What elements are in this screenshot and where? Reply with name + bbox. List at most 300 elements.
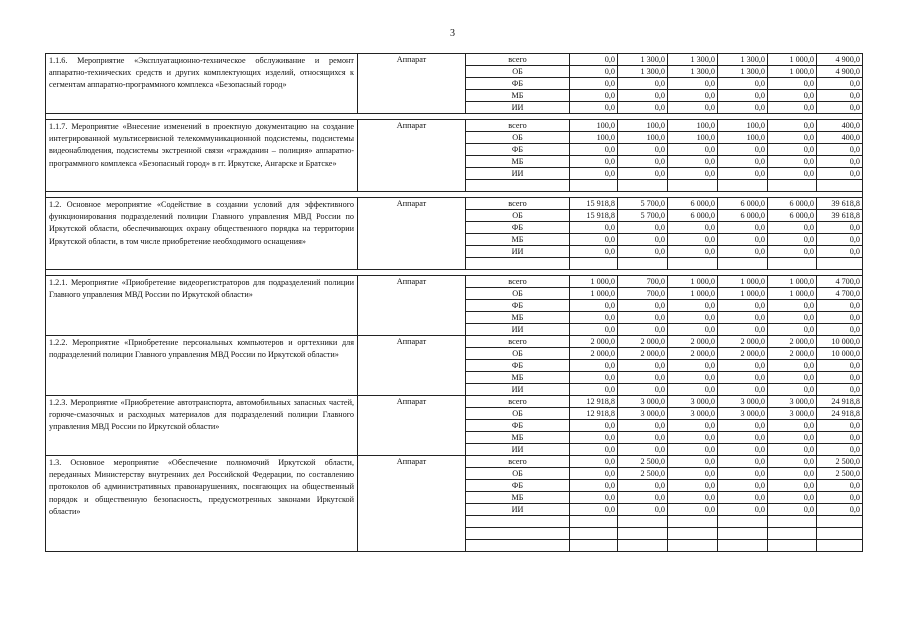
amount-cell: 0,0 — [570, 78, 618, 90]
amount-cell: 0,0 — [668, 444, 718, 456]
amount-cell: 0,0 — [768, 360, 817, 372]
amount-cell: 0,0 — [817, 372, 863, 384]
amount-cell — [817, 528, 863, 540]
amount-cell: 2 000,0 — [570, 336, 618, 348]
amount-cell: 0,0 — [718, 420, 768, 432]
funding-source: МБ — [466, 432, 570, 444]
amount-cell: 0,0 — [618, 372, 668, 384]
amount-cell: 1 300,0 — [718, 54, 768, 66]
amount-cell: 1 300,0 — [718, 66, 768, 78]
amount-cell: 0,0 — [570, 360, 618, 372]
funding-source: ИИ — [466, 102, 570, 114]
amount-cell: 0,0 — [718, 246, 768, 258]
amount-cell: 0,0 — [570, 66, 618, 78]
amount-cell: 15 918,8 — [570, 210, 618, 222]
funding-source: ФБ — [466, 480, 570, 492]
amount-cell: 0,0 — [570, 480, 618, 492]
amount-cell — [718, 540, 768, 552]
amount-cell: 15 918,8 — [570, 198, 618, 210]
amount-cell: 0,0 — [768, 246, 817, 258]
funding-source: всего — [466, 276, 570, 288]
table-row — [46, 396, 863, 408]
amount-cell: 0,0 — [618, 222, 668, 234]
amount-cell: 100,0 — [718, 120, 768, 132]
amount-cell: 3 000,0 — [618, 396, 668, 408]
amount-cell — [618, 540, 668, 552]
amount-cell: 6 000,0 — [668, 210, 718, 222]
table-row — [46, 198, 863, 210]
amount-cell: 0,0 — [718, 444, 768, 456]
amount-cell: 0,0 — [570, 300, 618, 312]
funding-source: МБ — [466, 234, 570, 246]
amount-cell: 6 000,0 — [768, 210, 817, 222]
funding-source: МБ — [466, 312, 570, 324]
measure-name: 1.1.7. Мероприятие «Внесение изменений в проектную документацию на создание интегрированной мультисервисной телекоммуникационной подсистемы, подсистемы видеонаблюдения, подсистемы экстренной связи «гражданин – полиция» аппаратно-программного комплекса «Безопасный город» в гг. Иркутске, Ангарске и Братске» — [46, 120, 358, 192]
amount-cell: 100,0 — [618, 120, 668, 132]
amount-cell: 0,0 — [718, 492, 768, 504]
amount-cell: 12 918,8 — [570, 408, 618, 420]
amount-cell: 2 000,0 — [768, 336, 817, 348]
funding-source: ОБ — [466, 210, 570, 222]
amount-cell: 0,0 — [668, 456, 718, 468]
amount-cell: 1 000,0 — [668, 276, 718, 288]
amount-cell — [817, 516, 863, 528]
amount-cell — [618, 528, 668, 540]
amount-cell: 0,0 — [768, 102, 817, 114]
measure-name: 1.2.2. Мероприятие «Приобретение персональных компьютеров и оргтехники для подразделений полиции Главного управления МВД России по Иркутской области» — [46, 336, 358, 396]
amount-cell: 0,0 — [817, 102, 863, 114]
funding-source: ИИ — [466, 324, 570, 336]
amount-cell: 0,0 — [668, 468, 718, 480]
amount-cell: 2 000,0 — [668, 348, 718, 360]
amount-cell: 0,0 — [570, 168, 618, 180]
measure-name: 1.1.6. Мероприятие «Эксплуатационно-техническое обслуживание и ремонт аппаратно-технических средств и других комплектующих изделий, относящихся к сегментам аппаратно-программного комплекса «Безопасный город» — [46, 54, 358, 114]
amount-cell: 0,0 — [768, 78, 817, 90]
amount-cell: 0,0 — [618, 300, 668, 312]
amount-cell: 6 000,0 — [668, 198, 718, 210]
amount-cell: 24 918,8 — [817, 408, 863, 420]
amount-cell: 100,0 — [668, 120, 718, 132]
amount-cell: 0,0 — [618, 246, 668, 258]
amount-cell: 6 000,0 — [768, 198, 817, 210]
amount-cell: 1 000,0 — [768, 54, 817, 66]
table-row — [46, 276, 863, 288]
amount-cell: 100,0 — [668, 132, 718, 144]
amount-cell: 0,0 — [668, 492, 718, 504]
amount-cell: 0,0 — [618, 90, 668, 102]
amount-cell — [718, 180, 768, 192]
amount-cell: 0,0 — [817, 168, 863, 180]
amount-cell — [718, 258, 768, 270]
amount-cell: 0,0 — [668, 300, 718, 312]
amount-cell: 0,0 — [668, 432, 718, 444]
amount-cell: 0,0 — [768, 432, 817, 444]
amount-cell: 0,0 — [570, 54, 618, 66]
amount-cell: 0,0 — [570, 144, 618, 156]
funding-source: всего — [466, 198, 570, 210]
funding-source: ФБ — [466, 300, 570, 312]
amount-cell: 0,0 — [618, 324, 668, 336]
amount-cell: 0,0 — [570, 312, 618, 324]
amount-cell: 0,0 — [618, 156, 668, 168]
amount-cell: 0,0 — [570, 372, 618, 384]
budget-table — [45, 53, 863, 552]
amount-cell: 0,0 — [570, 432, 618, 444]
amount-cell — [668, 540, 718, 552]
amount-cell — [768, 540, 817, 552]
amount-cell — [570, 180, 618, 192]
amount-cell — [618, 180, 668, 192]
amount-cell: 0,0 — [817, 492, 863, 504]
amount-cell: 0,0 — [768, 384, 817, 396]
amount-cell: 3 000,0 — [768, 396, 817, 408]
amount-cell — [618, 516, 668, 528]
amount-cell: 0,0 — [570, 222, 618, 234]
amount-cell: 0,0 — [817, 234, 863, 246]
amount-cell: 0,0 — [668, 222, 718, 234]
amount-cell: 0,0 — [768, 312, 817, 324]
executor: Аппарат — [358, 54, 466, 114]
amount-cell: 0,0 — [817, 312, 863, 324]
amount-cell: 0,0 — [718, 456, 768, 468]
amount-cell — [718, 516, 768, 528]
funding-source: МБ — [466, 372, 570, 384]
amount-cell: 2 500,0 — [618, 468, 668, 480]
page-number: 3 — [450, 28, 455, 39]
amount-cell: 0,0 — [668, 144, 718, 156]
amount-cell: 0,0 — [817, 324, 863, 336]
amount-cell: 5 700,0 — [618, 210, 668, 222]
amount-cell: 0,0 — [570, 492, 618, 504]
amount-cell: 0,0 — [817, 444, 863, 456]
table-row — [46, 120, 863, 132]
amount-cell: 0,0 — [768, 480, 817, 492]
amount-cell: 0,0 — [768, 300, 817, 312]
amount-cell: 0,0 — [718, 480, 768, 492]
amount-cell: 0,0 — [718, 156, 768, 168]
amount-cell: 0,0 — [618, 444, 668, 456]
amount-cell: 0,0 — [768, 120, 817, 132]
amount-cell: 0,0 — [718, 360, 768, 372]
amount-cell: 0,0 — [668, 78, 718, 90]
amount-cell: 0,0 — [618, 102, 668, 114]
funding-source: ФБ — [466, 360, 570, 372]
amount-cell: 3 000,0 — [768, 408, 817, 420]
amount-cell: 1 300,0 — [668, 66, 718, 78]
amount-cell: 2 000,0 — [618, 336, 668, 348]
amount-cell: 0,0 — [668, 102, 718, 114]
amount-cell: 0,0 — [618, 312, 668, 324]
amount-cell — [570, 540, 618, 552]
amount-cell — [817, 540, 863, 552]
amount-cell: 1 300,0 — [618, 54, 668, 66]
amount-cell: 0,0 — [768, 144, 817, 156]
amount-cell — [668, 258, 718, 270]
table-row — [46, 336, 863, 348]
amount-cell: 0,0 — [718, 384, 768, 396]
funding-source: ИИ — [466, 504, 570, 516]
executor: Аппарат — [358, 336, 466, 396]
amount-cell: 100,0 — [618, 132, 668, 144]
amount-cell: 2 000,0 — [668, 336, 718, 348]
measure-name: 1.2.1. Мероприятие «Приобретение видеорегистраторов для подразделений полиции Главного управления МВД России по Иркутской области» — [46, 276, 358, 336]
funding-source: ОБ — [466, 288, 570, 300]
amount-cell: 1 000,0 — [718, 276, 768, 288]
amount-cell — [768, 516, 817, 528]
amount-cell — [817, 180, 863, 192]
amount-cell — [668, 528, 718, 540]
funding-source: ФБ — [466, 78, 570, 90]
amount-cell: 0,0 — [718, 372, 768, 384]
amount-cell: 0,0 — [668, 234, 718, 246]
amount-cell: 3 000,0 — [618, 408, 668, 420]
amount-cell: 0,0 — [817, 384, 863, 396]
funding-source: ОБ — [466, 468, 570, 480]
amount-cell: 0,0 — [768, 372, 817, 384]
amount-cell: 1 000,0 — [768, 288, 817, 300]
amount-cell: 0,0 — [817, 420, 863, 432]
measure-name: 1.2.3. Мероприятие «Приобретение автотранспорта, автомобильных запасных частей, горюче-смазочных и расходных материалов для подразделений полиции Главного управления МВД России по Иркутской области» — [46, 396, 358, 456]
executor: Аппарат — [358, 198, 466, 270]
funding-source: ИИ — [466, 384, 570, 396]
amount-cell — [668, 516, 718, 528]
amount-cell: 0,0 — [768, 156, 817, 168]
amount-cell: 0,0 — [718, 168, 768, 180]
funding-source: ОБ — [466, 66, 570, 78]
amount-cell: 4 700,0 — [817, 288, 863, 300]
executor: Аппарат — [358, 396, 466, 456]
amount-cell: 4 900,0 — [817, 66, 863, 78]
amount-cell: 0,0 — [570, 384, 618, 396]
amount-cell: 0,0 — [768, 90, 817, 102]
funding-source — [466, 516, 570, 528]
amount-cell — [718, 528, 768, 540]
funding-source: всего — [466, 336, 570, 348]
amount-cell: 0,0 — [570, 90, 618, 102]
amount-cell: 0,0 — [768, 132, 817, 144]
amount-cell: 4 700,0 — [817, 276, 863, 288]
amount-cell: 1 000,0 — [718, 288, 768, 300]
amount-cell: 6 000,0 — [718, 210, 768, 222]
amount-cell: 0,0 — [668, 246, 718, 258]
amount-cell: 0,0 — [817, 90, 863, 102]
funding-source: МБ — [466, 492, 570, 504]
amount-cell: 100,0 — [570, 132, 618, 144]
amount-cell: 0,0 — [718, 432, 768, 444]
amount-cell: 0,0 — [768, 324, 817, 336]
funding-source: всего — [466, 120, 570, 132]
amount-cell: 700,0 — [618, 276, 668, 288]
amount-cell: 12 918,8 — [570, 396, 618, 408]
amount-cell: 0,0 — [817, 144, 863, 156]
amount-cell: 0,0 — [618, 432, 668, 444]
amount-cell — [570, 528, 618, 540]
amount-cell: 0,0 — [718, 300, 768, 312]
funding-source: ОБ — [466, 132, 570, 144]
amount-cell — [618, 258, 668, 270]
amount-cell: 0,0 — [618, 360, 668, 372]
funding-source — [466, 528, 570, 540]
amount-cell: 0,0 — [668, 372, 718, 384]
amount-cell: 24 918,8 — [817, 396, 863, 408]
amount-cell: 10 000,0 — [817, 348, 863, 360]
amount-cell: 0,0 — [768, 420, 817, 432]
amount-cell: 100,0 — [570, 120, 618, 132]
executor: Аппарат — [358, 456, 466, 552]
amount-cell: 10 000,0 — [817, 336, 863, 348]
funding-source: ОБ — [466, 348, 570, 360]
amount-cell: 0,0 — [768, 168, 817, 180]
amount-cell: 4 900,0 — [817, 54, 863, 66]
amount-cell: 0,0 — [718, 468, 768, 480]
amount-cell: 0,0 — [570, 444, 618, 456]
amount-cell: 39 618,8 — [817, 210, 863, 222]
executor: Аппарат — [358, 276, 466, 336]
amount-cell: 0,0 — [718, 234, 768, 246]
amount-cell: 1 000,0 — [570, 288, 618, 300]
amount-cell: 0,0 — [668, 312, 718, 324]
amount-cell: 0,0 — [817, 300, 863, 312]
funding-source: ФБ — [466, 144, 570, 156]
amount-cell: 0,0 — [817, 360, 863, 372]
funding-source: всего — [466, 54, 570, 66]
amount-cell: 0,0 — [668, 420, 718, 432]
amount-cell: 0,0 — [718, 222, 768, 234]
amount-cell: 1 300,0 — [668, 54, 718, 66]
amount-cell — [768, 180, 817, 192]
amount-cell: 0,0 — [718, 78, 768, 90]
funding-source: МБ — [466, 156, 570, 168]
funding-source — [466, 258, 570, 270]
amount-cell: 6 000,0 — [718, 198, 768, 210]
amount-cell — [817, 258, 863, 270]
amount-cell: 3 000,0 — [668, 408, 718, 420]
amount-cell — [570, 516, 618, 528]
funding-source: ИИ — [466, 168, 570, 180]
amount-cell: 0,0 — [768, 456, 817, 468]
amount-cell: 0,0 — [570, 156, 618, 168]
amount-cell — [768, 528, 817, 540]
amount-cell: 0,0 — [570, 324, 618, 336]
amount-cell: 0,0 — [668, 324, 718, 336]
amount-cell: 2 000,0 — [718, 348, 768, 360]
amount-cell: 0,0 — [668, 360, 718, 372]
amount-cell: 2 000,0 — [618, 348, 668, 360]
measure-name: 1.3. Основное мероприятие «Обеспечение полномочий Иркутской области, переданных Министерству внутренних дел Российской Федерации, по составлению протоколов об административных правонарушениях, посягающих на общественный порядок и общественную безопасность, предусмотренных законами Иркутской области» — [46, 456, 358, 552]
funding-source: всего — [466, 396, 570, 408]
amount-cell: 0,0 — [618, 168, 668, 180]
amount-cell: 400,0 — [817, 120, 863, 132]
amount-cell: 0,0 — [618, 492, 668, 504]
amount-cell: 400,0 — [817, 132, 863, 144]
amount-cell: 0,0 — [570, 234, 618, 246]
amount-cell: 1 000,0 — [668, 288, 718, 300]
amount-cell: 0,0 — [817, 246, 863, 258]
amount-cell: 0,0 — [718, 144, 768, 156]
amount-cell: 1 000,0 — [570, 276, 618, 288]
amount-cell: 0,0 — [570, 504, 618, 516]
amount-cell — [570, 258, 618, 270]
amount-cell: 0,0 — [618, 144, 668, 156]
amount-cell: 0,0 — [817, 480, 863, 492]
amount-cell: 0,0 — [718, 324, 768, 336]
executor: Аппарат — [358, 120, 466, 192]
amount-cell: 0,0 — [570, 456, 618, 468]
amount-cell: 0,0 — [570, 246, 618, 258]
amount-cell: 3 000,0 — [668, 396, 718, 408]
amount-cell: 0,0 — [618, 504, 668, 516]
amount-cell: 2 000,0 — [718, 336, 768, 348]
amount-cell: 0,0 — [570, 420, 618, 432]
amount-cell: 0,0 — [768, 234, 817, 246]
funding-source: ИИ — [466, 246, 570, 258]
amount-cell: 0,0 — [718, 102, 768, 114]
amount-cell: 0,0 — [768, 468, 817, 480]
amount-cell: 0,0 — [817, 222, 863, 234]
funding-source — [466, 180, 570, 192]
amount-cell: 0,0 — [618, 420, 668, 432]
amount-cell: 0,0 — [718, 312, 768, 324]
amount-cell: 0,0 — [668, 90, 718, 102]
funding-source: ФБ — [466, 420, 570, 432]
amount-cell: 100,0 — [718, 132, 768, 144]
amount-cell: 2 500,0 — [817, 468, 863, 480]
funding-source: ФБ — [466, 222, 570, 234]
table-row — [46, 54, 863, 66]
amount-cell: 0,0 — [668, 384, 718, 396]
amount-cell: 3 000,0 — [718, 396, 768, 408]
measure-name: 1.2. Основное мероприятие «Содействие в создании условий для эффективного функционирования подразделений полиции Главного управления МВД России по Иркутской области, обеспечивающих охрану общественного порядка на территории Иркутской области, в том числе приобретение необходимого оснащения» — [46, 198, 358, 270]
amount-cell: 0,0 — [618, 480, 668, 492]
amount-cell: 0,0 — [768, 492, 817, 504]
amount-cell — [768, 258, 817, 270]
amount-cell: 0,0 — [668, 156, 718, 168]
amount-cell: 0,0 — [817, 78, 863, 90]
amount-cell: 0,0 — [817, 156, 863, 168]
amount-cell — [668, 180, 718, 192]
amount-cell: 2 000,0 — [768, 348, 817, 360]
amount-cell: 2 500,0 — [817, 456, 863, 468]
amount-cell: 5 700,0 — [618, 198, 668, 210]
amount-cell: 0,0 — [768, 222, 817, 234]
funding-source: ИИ — [466, 444, 570, 456]
funding-source: ОБ — [466, 408, 570, 420]
amount-cell: 0,0 — [668, 168, 718, 180]
amount-cell: 39 618,8 — [817, 198, 863, 210]
amount-cell: 0,0 — [718, 90, 768, 102]
amount-cell: 700,0 — [618, 288, 668, 300]
amount-cell: 2 000,0 — [570, 348, 618, 360]
amount-cell: 1 300,0 — [618, 66, 668, 78]
amount-cell: 0,0 — [817, 504, 863, 516]
amount-cell: 0,0 — [668, 504, 718, 516]
amount-cell: 0,0 — [668, 480, 718, 492]
table-row — [46, 456, 863, 468]
funding-source: МБ — [466, 90, 570, 102]
amount-cell: 0,0 — [618, 234, 668, 246]
amount-cell: 1 000,0 — [768, 276, 817, 288]
amount-cell: 0,0 — [718, 504, 768, 516]
amount-cell: 0,0 — [618, 78, 668, 90]
amount-cell: 0,0 — [817, 432, 863, 444]
funding-source — [466, 540, 570, 552]
funding-source: всего — [466, 456, 570, 468]
amount-cell: 0,0 — [768, 444, 817, 456]
amount-cell: 0,0 — [570, 102, 618, 114]
amount-cell: 0,0 — [618, 384, 668, 396]
amount-cell: 2 500,0 — [618, 456, 668, 468]
amount-cell: 0,0 — [570, 468, 618, 480]
